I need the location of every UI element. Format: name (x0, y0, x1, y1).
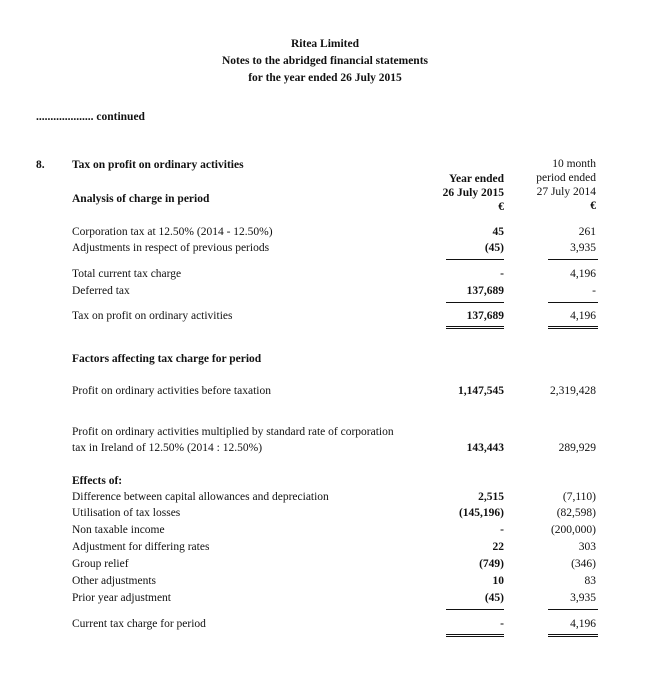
row-label: Profit on ordinary activities before taxation (72, 385, 271, 397)
row-value-2014: 83 (584, 575, 596, 587)
row-value-2015: - (500, 268, 504, 280)
row-value-2014: 4,196 (570, 310, 596, 322)
row-value-2014: (200,000) (550, 524, 596, 536)
row-value-2014: 4,196 (570, 268, 596, 280)
row-value-2015: (145,196) (458, 507, 504, 519)
row-value-2014: (7,110) (562, 491, 596, 503)
subtotal-rule (446, 609, 504, 610)
row-value-2015: (45) (484, 592, 504, 604)
effects-heading: Effects of: (72, 475, 123, 487)
row-label: Current tax charge for period (72, 618, 206, 630)
col2-header (536, 157, 596, 213)
total-double-rule (548, 634, 598, 637)
continued-label: .................... continued (36, 111, 145, 123)
col1-header-line: € (498, 201, 504, 213)
col1-header-line: 26 July 2015 (442, 187, 504, 199)
subtotal-rule (446, 259, 504, 260)
col2-header-line: 27 July 2014 (536, 186, 596, 198)
row-value-2014: 289,929 (558, 442, 596, 454)
row-value-2015: 22 (492, 541, 504, 553)
row-value-2014: 3,935 (570, 592, 596, 604)
subtotal-rule (446, 302, 504, 303)
row-label: Prior year adjustment (72, 592, 172, 604)
row-label: Total current tax charge (72, 268, 182, 280)
col2-header-line: € (590, 200, 596, 212)
row-value-2015: 1,147,545 (458, 385, 504, 397)
row-value-2015: 137,689 (466, 285, 504, 297)
document-title: Notes to the abridged financial statements (221, 55, 429, 67)
period-line: for the year ended 26 July 2015 (248, 72, 402, 84)
subtotal-rule (548, 609, 598, 610)
row-value-2014: 261 (578, 226, 596, 238)
row-value-2015: 143,443 (466, 442, 504, 454)
row-value-2015: 10 (492, 575, 504, 587)
row-value-2015: 137,689 (466, 310, 504, 322)
col1-header (443, 172, 504, 214)
row-value-2014: - (592, 285, 596, 297)
row-label: Profit on ordinary activities multiplied by standard rate of corporation (72, 426, 394, 438)
col2-header-line: 10 month (552, 158, 596, 170)
row-value-2014: (346) (571, 558, 596, 570)
row-value-2015: - (500, 524, 504, 536)
col1-header-line: Year ended (448, 173, 504, 185)
row-label: Group relief (72, 558, 129, 570)
col2-header-line: period ended (536, 172, 596, 184)
note-title: Tax on profit on ordinary activities (72, 159, 244, 171)
company-name: Ritea Limited (290, 38, 360, 50)
subtotal-rule (548, 259, 598, 260)
row-value-2014: 3,935 (570, 242, 596, 254)
row-value-2014: (82,598) (556, 507, 596, 519)
row-value-2015: (45) (484, 242, 504, 254)
factors-heading: Factors affecting tax charge for period (72, 353, 262, 365)
total-double-rule (446, 326, 504, 329)
note-number: 8. (36, 159, 45, 171)
subtotal-rule (548, 302, 598, 303)
row-value-2015: (749) (479, 558, 504, 570)
row-label: tax in Ireland of 12.50% (2014 : 12.50%) (72, 442, 263, 454)
row-value-2014: 303 (578, 541, 596, 553)
row-label: Deferred tax (72, 285, 130, 297)
row-value-2015: - (500, 618, 504, 630)
row-value-2014: 4,196 (570, 618, 596, 630)
row-label: Corporation tax at 12.50% (2014 - 12.50%) (72, 226, 273, 238)
row-value-2014: 2,319,428 (550, 385, 596, 397)
row-label: Other adjustments (72, 575, 156, 587)
row-label: Adjustment for differing rates (72, 541, 210, 553)
row-label: Adjustments in respect of previous periods (72, 242, 270, 254)
analysis-heading: Analysis of charge in period (72, 193, 210, 205)
row-label: Difference between capital allowances and depreciation (72, 491, 329, 503)
total-double-rule (446, 634, 504, 637)
row-label: Tax on profit on ordinary activities (72, 310, 233, 322)
total-double-rule (548, 326, 598, 329)
row-label: Utilisation of tax losses (72, 507, 181, 519)
row-label: Non taxable income (72, 524, 165, 536)
row-value-2015: 45 (492, 226, 504, 238)
row-value-2015: 2,515 (478, 491, 504, 503)
